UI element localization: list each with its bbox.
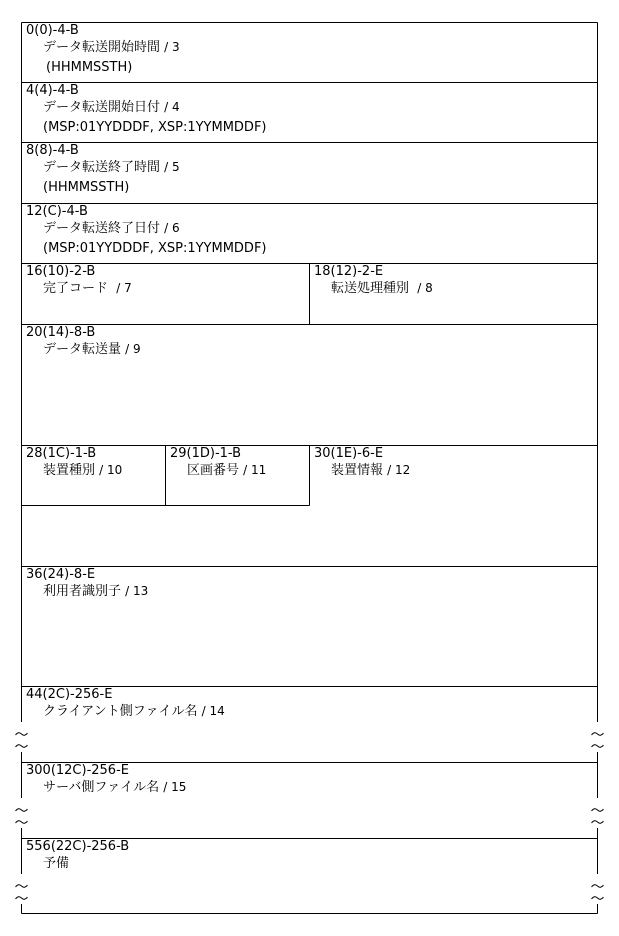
break-mark	[16, 745, 28, 748]
field-name-text: データ転送開始時間	[43, 40, 161, 55]
field-name-text: 区画番号	[187, 463, 240, 478]
field-transfer-end-date	[21, 203, 598, 264]
field-seq: / 5	[164, 160, 180, 174]
break-mark	[592, 809, 604, 812]
field-device-info	[309, 445, 598, 566]
field-reserved	[21, 838, 598, 878]
field-seq: / 13	[125, 584, 149, 598]
field-format: (HHMMSSTH)	[46, 60, 133, 75]
field-name	[43, 342, 141, 357]
field-name-text: データ転送量	[43, 342, 122, 357]
field-transfer-start-date	[21, 82, 598, 143]
field-client-file-name	[21, 686, 598, 726]
field-offset: 16(10)-2-B	[26, 264, 96, 279]
field-seq: / 14	[201, 704, 225, 718]
break-mark	[16, 821, 28, 824]
field-name-text: 装置情報	[331, 463, 384, 478]
field-offset: 30(1E)-6-E	[314, 446, 384, 461]
break-mark	[592, 897, 604, 900]
field-seq: / 6	[164, 221, 180, 235]
break-mark	[16, 809, 28, 812]
field-offset: 12(C)-4-B	[26, 204, 88, 219]
field-name	[331, 463, 410, 478]
field-seq: / 11	[243, 463, 267, 477]
field-seq: / 8	[417, 281, 433, 295]
field-seq: / 9	[125, 342, 141, 356]
field-offset: 8(8)-4-B	[26, 143, 79, 158]
field-name	[43, 856, 69, 871]
field-name-text: クライアント側ファイル名	[43, 704, 198, 719]
field-transfer-amount	[21, 324, 598, 445]
field-name	[43, 281, 132, 296]
field-transfer-start-time	[21, 22, 598, 83]
field-seq: / 15	[163, 780, 187, 794]
field-format: (MSP:01YYDDDF, XSP:1YYMMDDF)	[43, 120, 267, 135]
field-server-file-name	[21, 762, 598, 802]
field-seq: / 7	[116, 281, 132, 295]
field-offset: 300(12C)-256-E	[26, 763, 129, 778]
field-name	[187, 463, 266, 478]
field-format: (MSP:01YYDDDF, XSP:1YYMMDDF)	[43, 241, 267, 256]
break-mark	[592, 821, 604, 824]
field-name	[43, 100, 180, 115]
field-completion-code	[21, 263, 310, 324]
field-format: (HHMMSSTH)	[43, 180, 130, 195]
field-name-text: データ転送終了日付	[43, 221, 161, 236]
field-name-text: 予備	[43, 856, 70, 871]
field-offset: 4(4)-4-B	[26, 83, 79, 98]
field-name	[43, 780, 186, 795]
break-mark	[16, 733, 28, 736]
field-name-text: 装置種別	[43, 463, 96, 478]
field-device-type	[21, 445, 166, 506]
field-partition-number	[165, 445, 310, 506]
field-seq: / 12	[387, 463, 411, 477]
field-name	[331, 281, 433, 296]
break-mark	[592, 733, 604, 736]
field-name-text: データ転送終了時間	[43, 160, 161, 175]
break-mark	[16, 885, 28, 888]
field-offset: 44(2C)-256-E	[26, 687, 113, 702]
field-offset: 20(14)-8-B	[26, 325, 96, 340]
break-mark	[592, 745, 604, 748]
break-mark	[16, 897, 28, 900]
field-name-text: サーバ側ファイル名	[43, 780, 160, 795]
field-name	[43, 463, 122, 478]
field-seq: / 4	[164, 100, 180, 114]
field-name-text: 転送処理種別	[331, 281, 410, 296]
field-name	[43, 584, 148, 599]
field-transfer-process-type	[309, 263, 598, 324]
field-name	[43, 160, 180, 175]
field-offset: 28(1C)-1-B	[26, 446, 97, 461]
field-user-identifier	[21, 566, 598, 687]
field-name-text: 利用者識別子	[43, 584, 122, 599]
field-name-text: 完了コード	[43, 281, 109, 296]
field-offset: 0(0)-4-B	[26, 23, 79, 38]
field-offset: 18(12)-2-E	[314, 264, 384, 279]
field-offset: 29(1D)-1-B	[170, 446, 242, 461]
field-name	[43, 704, 225, 719]
break-mark	[592, 885, 604, 888]
field-seq: / 3	[164, 40, 180, 54]
field-offset: 556(22C)-256-B	[26, 839, 130, 854]
field-name	[43, 40, 180, 55]
field-transfer-end-time	[21, 142, 598, 203]
field-name-text: データ転送開始日付	[43, 100, 161, 115]
field-offset: 36(24)-8-E	[26, 567, 96, 582]
field-name	[43, 221, 180, 236]
field-seq: / 10	[99, 463, 123, 477]
